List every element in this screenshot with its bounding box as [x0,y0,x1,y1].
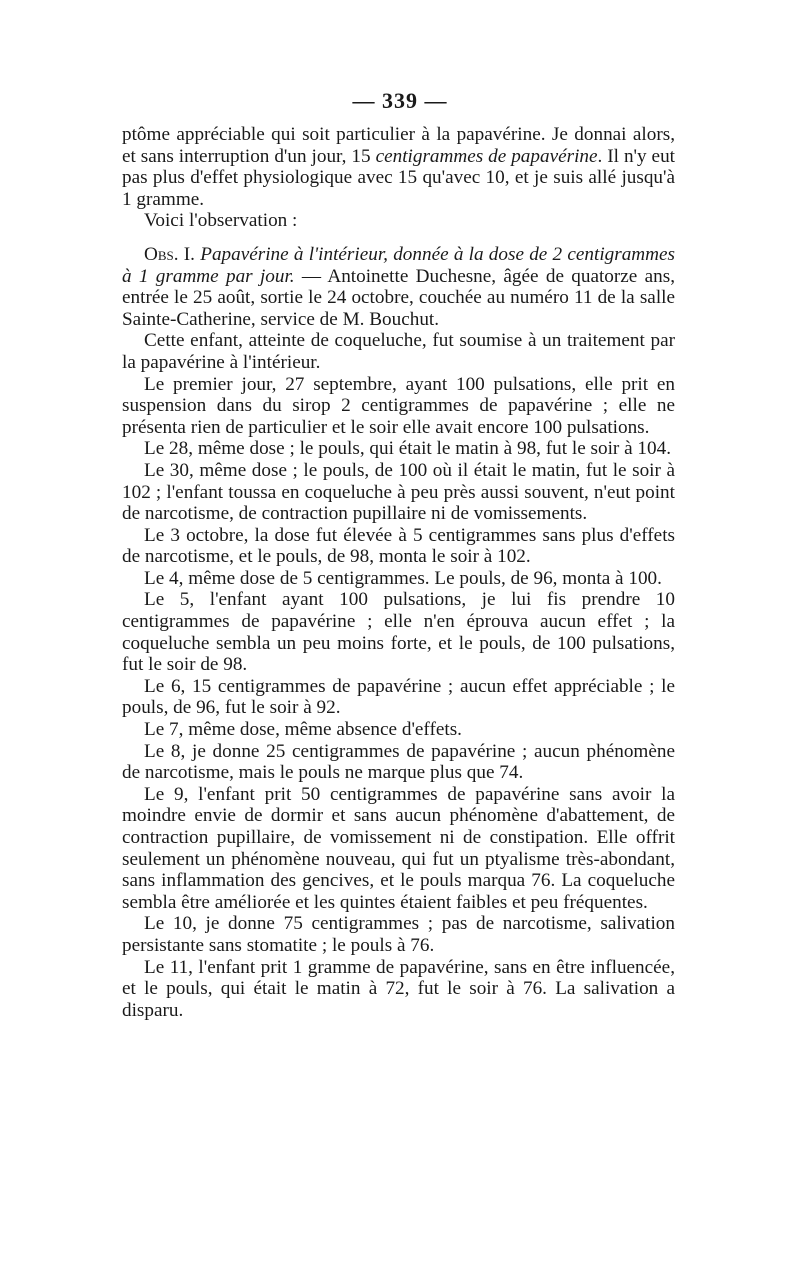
text-run: Le 10, je donne 75 centigrammes ; pas de narcotisme, salivation persistante sans stomatite ; le pouls à 76. [122,913,675,956]
text-run: Le 6, 15 centigrammes de papavérine ; aucun effet appréciable ; le pouls, de 96, fut le soir à 92. [122,675,675,719]
paragraph [122,210,675,232]
paragraph [122,913,675,956]
text-run: Le premier jour, 27 septembre, ayant 100 pulsations, elle prit en suspension dans du sirop 2 centigrammes de papavérine ; elle ne présenta rien de particulier et le soir elle avait encore 100 pulsations. [122,373,675,438]
observation-heading-paragraph [122,244,675,330]
paragraph [122,124,675,210]
text-run: Le 28, même dose ; le pouls, qui était le matin à 98, fut le soir à 104. [144,438,672,460]
paragraph [122,460,675,525]
paragraph [122,589,675,675]
paragraph [122,374,675,439]
paragraph [122,957,675,1022]
paragraph [122,741,675,784]
paragraph [122,330,675,373]
paragraph [122,676,675,719]
paragraph [122,568,675,590]
paragraph [122,438,675,460]
text-run: Le 9, l'enfant prit 50 centigrammes de papavérine sans avoir la moindre envie de dormir et sans aucun phénomène d'abattement, de contraction pupillaire, de vomissement ni de constipation. Elle offrit seulement un phénomène nouveau, qui fut un ptyalisme très-abondant, sans inflammation des gencives, et le pouls marqua 76. La coqueluche sembla être améliorée et les quintes étaient faibles et peu fréquentes. [122,783,675,913]
text-run: Le 5, l'enfant ayant 100 pulsations, je lui fis prendre 10 centigrammes de papavérine ; elle n'en éprouva aucun effet ; la coqueluche sembla un peu moins forte, et le pouls, de 100 pulsations, fut le soir de 98. [122,589,675,676]
text-run: Le 30, même dose ; le pouls, de 100 où il était le matin, fut le soir à 102 ; l'enfant toussa en coqueluche à peu près aussi souvent, n'eut point de narcotisme, de contraction pupillaire ni de vomissements. [122,459,675,525]
observation-label: Obs. I. [144,243,195,265]
text-run: . Il n'y eut pas plus d'effet physiologique avec 15 qu'avec 10, et je suis allé jusqu'à 1 gramme. [122,145,675,210]
text-run: Le 7, même dose, même absence d'effets. [144,719,462,741]
text-run: Voici l'observation : [144,210,298,232]
paragraph [122,719,675,741]
text-run: Le 11, l'enfant prit 1 gramme de papavérine, sans en être influencée, et le pouls, qui était le matin à 72, fut le soir à 76. La salivation a disparu. [122,956,675,1021]
italic-text: centigrammes de papavérine [375,145,598,167]
text-run: Cette enfant, atteinte de coqueluche, fut soumise à un traitement par la papavérine à l'intérieur. [122,330,675,373]
page-number: — 339 — [352,88,448,113]
text-run: — Antoinette Duchesne, âgée de quatorze ans, entrée le 25 août, sortie le 24 octobre, couchée au numéro 11 de la salle Sainte-Catherine, service de M. Bouchut. [122,265,675,330]
body-text [122,124,675,1021]
text-run: Le 4, même dose de 5 centigrammes. Le pouls, de 96, monta à 100. [144,567,662,589]
text-run: ptôme appréciable qui soit particulier à la papavérine. Je donnai alors, et sans interruption d'un jour, 15 [122,124,675,167]
text-run: Le 3 octobre, la dose fut élevée à 5 centigrammes sans plus d'effets de narcotisme, et le pouls, de 98, monta le soir à 102. [122,524,675,568]
paragraph [122,525,675,568]
paragraph [122,784,675,914]
text-run: Le 8, je donne 25 centigrammes de papavérine ; aucun phénomène de narcotisme, mais le pouls ne marque plus que 74. [122,740,675,784]
italic-text: Papavérine à l'intérieur, donnée à la dose de 2 centigrammes à 1 gramme par jour. [122,243,676,287]
